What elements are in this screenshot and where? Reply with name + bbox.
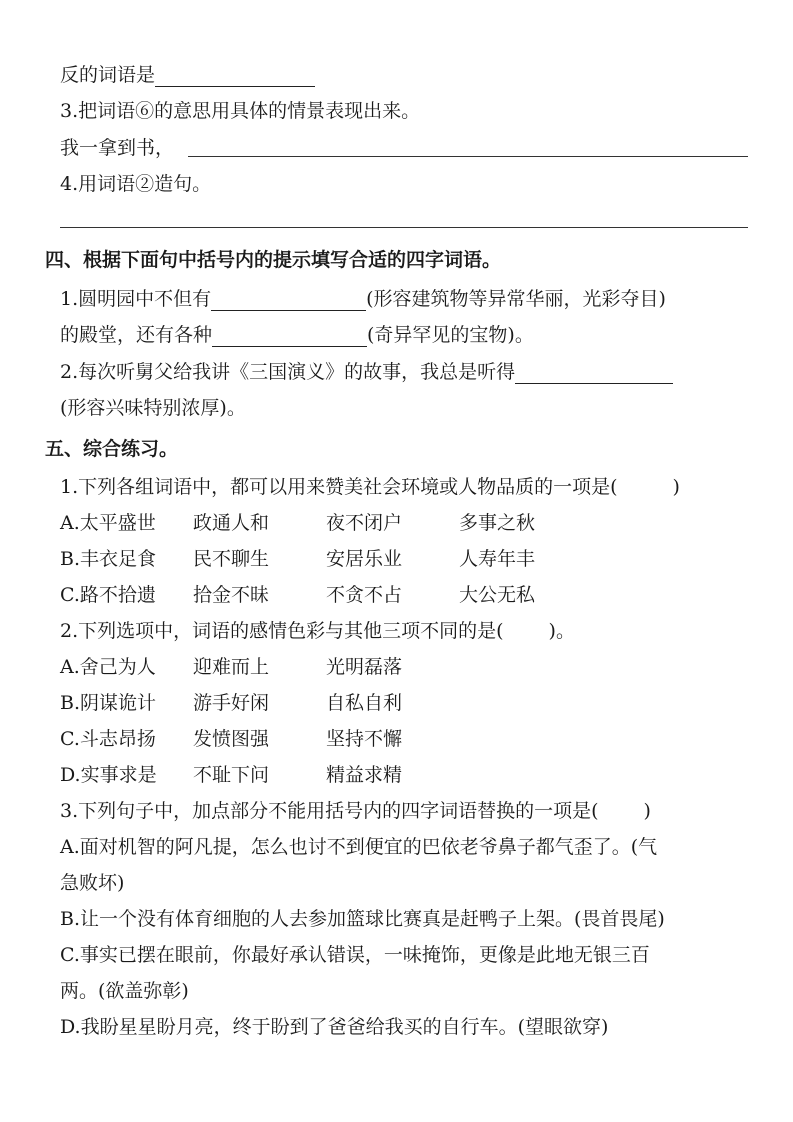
section5-q1-option-row[interactable] bbox=[60, 511, 592, 535]
hint: (奇异罕见的宝物)。 bbox=[367, 324, 534, 346]
section5-q3-option-c1[interactable]: C.事实已摆在眼前，你最好承认错误，一味掩饰，更像是此地无银三百 bbox=[60, 944, 650, 966]
text: 1.下列各组词语中，都可以用来赞美社会环境或人物品质的一项是( bbox=[60, 476, 618, 498]
answer-line[interactable] bbox=[188, 156, 748, 157]
option-text: D.实事求是 bbox=[60, 764, 157, 786]
option-text: 民不聊生 bbox=[193, 548, 270, 570]
section5-q2-stem bbox=[60, 619, 575, 643]
option-text: 迎难而上 bbox=[193, 656, 270, 678]
section5-q3-option-c2: 两。(欲盖弥彰) bbox=[60, 980, 189, 1002]
option-text: 安居乐业 bbox=[326, 548, 403, 570]
option-text: 精益求精 bbox=[326, 764, 403, 786]
section5-q2-option-row[interactable] bbox=[60, 727, 459, 751]
text: 1.圆明园中不但有 bbox=[60, 288, 212, 310]
option-text: 人寿年丰 bbox=[459, 548, 536, 570]
section4-q2-line1 bbox=[60, 360, 673, 384]
option-text: 多事之秋 bbox=[459, 512, 536, 534]
text: 的殿堂，还有各种 bbox=[60, 324, 213, 346]
option-text: 坚持不懈 bbox=[326, 728, 403, 750]
option-text: 夜不闭户 bbox=[326, 512, 403, 534]
section5-q3-option-d[interactable]: D.我盼星星盼月亮，终于盼到了爸爸给我买的自行车。(望眼欲穿) bbox=[60, 1016, 609, 1038]
section5-q2-option-row[interactable] bbox=[60, 655, 459, 679]
text: 2.每次听舅父给我讲《三国演义》的故事，我总是听得 bbox=[60, 361, 516, 383]
answer-blank[interactable] bbox=[212, 326, 367, 347]
option-text: A.太平盛世 bbox=[60, 512, 156, 534]
text: 2.下列选项中，词语的感情色彩与其他三项不同的是( bbox=[60, 620, 504, 642]
option-text: B.丰衣足食 bbox=[60, 548, 157, 570]
part3-q4: 4.用词语②造句。 bbox=[60, 173, 212, 195]
section5-q3-option-a1[interactable]: A.面对机智的阿凡提，怎么也讨不到便宜的巴依老爷鼻子都气歪了。(气 bbox=[60, 836, 658, 858]
option-text: 拾金不昧 bbox=[193, 584, 270, 606]
option-text: 光明磊落 bbox=[326, 656, 403, 678]
section5-q1-stem bbox=[60, 475, 680, 499]
section5-q1-option-row[interactable] bbox=[60, 547, 592, 571]
section5-q2-option-row[interactable] bbox=[60, 691, 459, 715]
option-text: 不耻下问 bbox=[193, 764, 270, 786]
section4-q2-line2: (形容兴味特别浓厚)。 bbox=[60, 397, 246, 419]
text: ) bbox=[643, 800, 651, 822]
section5-q1-option-row[interactable] bbox=[60, 583, 592, 607]
answer-blank[interactable] bbox=[155, 66, 315, 87]
answer-blank[interactable] bbox=[211, 290, 366, 311]
section5-q3-stem bbox=[60, 799, 651, 823]
option-text: 自私自利 bbox=[326, 692, 403, 714]
part3-line1 bbox=[60, 63, 315, 87]
option-text: 发愤图强 bbox=[193, 728, 270, 750]
section4-title: 四、根据下面句中括号内的提示填写合适的四字词语。 bbox=[45, 249, 502, 271]
option-text: 游手好闲 bbox=[193, 692, 270, 714]
text: 反的词语是 bbox=[60, 64, 156, 86]
answer-line[interactable] bbox=[60, 227, 748, 228]
option-text: B.阴谋诡计 bbox=[60, 692, 157, 714]
option-text: C.斗志昂扬 bbox=[60, 728, 156, 750]
hint: (形容建筑物等异常华丽，光彩夺目) bbox=[366, 288, 666, 310]
section5-q2-option-row[interactable] bbox=[60, 763, 459, 787]
section5-title: 五、综合练习。 bbox=[45, 438, 179, 460]
section5-q3-option-b[interactable]: B.让一个没有体育细胞的人去参加篮球比赛真是赶鸭子上架。(畏首畏尾) bbox=[60, 908, 665, 930]
option-text: C.路不拾遗 bbox=[60, 584, 156, 606]
part3-q3: 3.把词语⑥的意思用具体的情景表现出来。 bbox=[60, 100, 421, 122]
text: 3.下列句子中，加点部分不能用括号内的四字词语替换的一项是( bbox=[60, 800, 599, 822]
text: )。 bbox=[548, 620, 575, 642]
section5-q3-option-a2: 急败坏) bbox=[60, 872, 125, 894]
option-text: A.舍己为人 bbox=[60, 656, 156, 678]
text: ) bbox=[672, 476, 680, 498]
option-text: 不贪不占 bbox=[326, 584, 403, 606]
section4-q1-line2 bbox=[60, 323, 534, 347]
option-text: 政通人和 bbox=[193, 512, 270, 534]
answer-blank[interactable] bbox=[515, 363, 673, 384]
text: 我一拿到书， bbox=[60, 137, 175, 159]
section4-q1-line1 bbox=[60, 287, 666, 311]
part3-q3-answer bbox=[60, 136, 174, 160]
option-text: 大公无私 bbox=[459, 584, 536, 606]
